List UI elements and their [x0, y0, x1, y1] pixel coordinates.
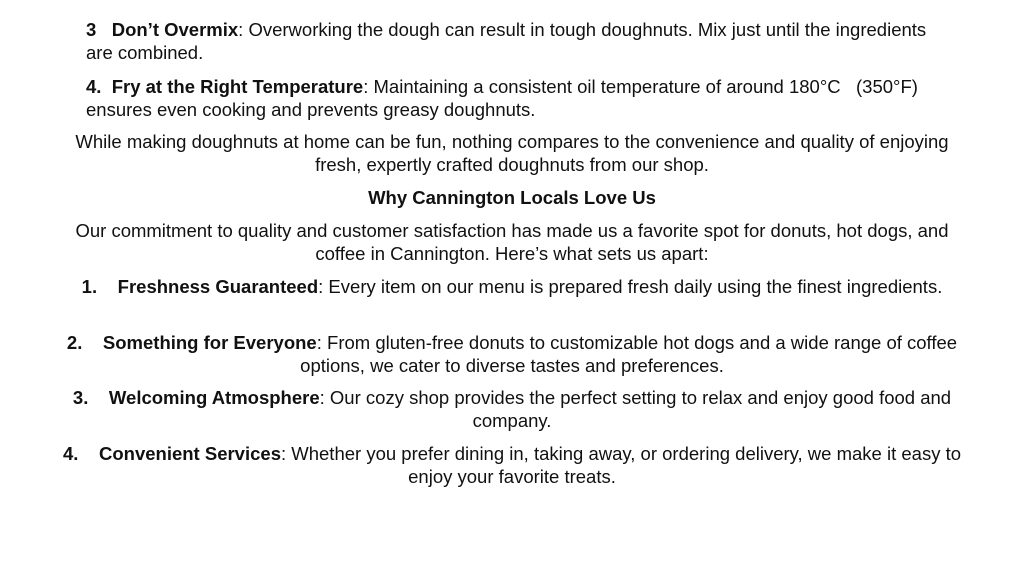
tip-number: 4. — [86, 76, 102, 97]
reason-item-convenient-services — [60, 442, 964, 488]
reason-item-welcoming-atmosphere — [60, 386, 964, 432]
reason-body: : From gluten-free donuts to customizable hot dogs and a wide range of coffee options, we cater to diverse tastes and preferences. — [300, 332, 958, 376]
reason-number: 4. — [62, 443, 79, 464]
reason-title: Convenient Services — [98, 443, 281, 464]
tip-number: 3 — [86, 19, 97, 40]
tip-fry-temperature — [86, 75, 936, 121]
reason-number: 2. — [66, 332, 83, 353]
reason-number: 1. — [81, 276, 98, 297]
transition-paragraph: While making doughnuts at home can be fun, nothing compares to the convenience and quality of enjoying fresh, expertly crafted doughnuts from our shop. — [75, 131, 949, 175]
intro-paragraph: Our commitment to quality and customer satisfaction has made us a favorite spot for donuts, hot dogs, and coffee in Cannington. Here’s what sets us apart: — [75, 220, 949, 264]
reason-title: Something for Everyone — [102, 332, 317, 353]
tip-title: Don’t Overmix — [111, 19, 239, 40]
tip-dont-overmix — [86, 18, 936, 64]
reason-number: 3. — [72, 387, 89, 408]
tip-body: : Maintaining a consistent oil temperature of around 180°C (350°F) ensures even cooking and prevents greasy doughnuts. — [86, 76, 924, 120]
reason-item-freshness — [60, 275, 964, 298]
reason-body: : Whether you prefer dining in, taking away, or ordering delivery, we make it easy to enjoy your favorite treats. — [280, 443, 962, 487]
reason-title: Freshness Guaranteed — [117, 276, 319, 297]
tip-body: : Overworking the dough can result in tough doughnuts. Mix just until the ingredients are combined. — [86, 19, 927, 63]
reason-body: : Every item on our menu is prepared fresh daily using the finest ingredients. — [318, 276, 943, 297]
reason-body: : Our cozy shop provides the perfect setting to relax and enjoy good food and company. — [319, 387, 952, 431]
section-heading: Why Cannington Locals Love Us — [368, 187, 656, 208]
reason-title: Welcoming Atmosphere — [108, 387, 320, 408]
reason-item-something-for-everyone — [60, 331, 964, 377]
tip-title: Fry at the Right Temperature — [111, 76, 364, 97]
